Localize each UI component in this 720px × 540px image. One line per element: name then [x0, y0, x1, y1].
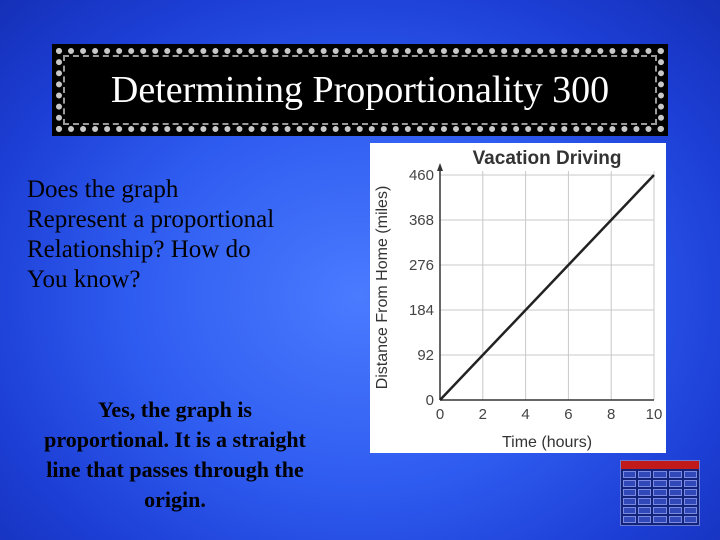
question-line: Does the graph [27, 176, 179, 203]
answer-text [0, 395, 350, 515]
vacation-driving-chart [370, 143, 666, 453]
board-cell [684, 489, 697, 496]
board-cell [684, 471, 697, 478]
y-tick-label: 460 [408, 167, 434, 184]
board-cell [684, 507, 697, 514]
board-cell [684, 480, 697, 487]
x-tick-label: 6 [564, 406, 573, 423]
board-cell [638, 471, 651, 478]
question-line: Relationship? How do [27, 236, 251, 263]
answer-line: origin. [144, 487, 206, 512]
x-tick-label: 2 [478, 406, 487, 423]
board-cell [653, 498, 666, 505]
y-tick-label: 368 [408, 212, 434, 229]
x-tick-label: 10 [645, 406, 663, 423]
chart-title: Vacation Driving [472, 148, 622, 169]
slide-title-box [52, 44, 668, 136]
board-cell [623, 516, 636, 523]
board-cell [653, 516, 666, 523]
y-axis-arrow [437, 163, 443, 171]
answer-line: line that passes through the [46, 457, 304, 482]
slide-title-frame [63, 55, 657, 125]
board-cell [669, 498, 682, 505]
board-cell [669, 507, 682, 514]
board-cell [669, 480, 682, 487]
jeopardy-board-thumbnail-icon[interactable] [620, 460, 700, 526]
board-cell [684, 516, 697, 523]
slide-title: Determining Proportionality 300 [110, 69, 610, 111]
board-cell [623, 498, 636, 505]
board-cell [638, 480, 651, 487]
board-cell [638, 498, 651, 505]
board-cell [669, 516, 682, 523]
board-cell [653, 489, 666, 496]
chart-panel [370, 143, 666, 453]
board-header-bar [621, 461, 699, 469]
x-tick-label: 8 [607, 406, 616, 423]
x-axis-label: Time (hours) [501, 434, 593, 451]
board-cell [638, 507, 651, 514]
y-tick-label: 276 [408, 257, 434, 274]
board-cell [653, 507, 666, 514]
board-cell [684, 498, 697, 505]
board-cell [669, 489, 682, 496]
y-tick-label: 92 [417, 347, 434, 364]
board-cell [623, 480, 636, 487]
x-tick-label: 4 [521, 406, 530, 423]
board-cell [623, 489, 636, 496]
board-cell [669, 471, 682, 478]
answer-line: Yes, the graph is [97, 397, 252, 422]
x-tick-label: 0 [435, 406, 445, 423]
board-cell [623, 507, 636, 514]
board-cell [623, 471, 636, 478]
question-line: You know? [27, 266, 141, 293]
question-text [27, 175, 367, 295]
series-line [440, 175, 654, 400]
answer-line: proportional. It is a straight [44, 427, 306, 452]
question-line: Represent a proportional [27, 206, 275, 233]
board-cell [638, 516, 651, 523]
board-cell [653, 471, 666, 478]
y-tick-label: 184 [408, 302, 434, 319]
y-tick-label: 0 [425, 392, 434, 409]
board-cell [638, 489, 651, 496]
board-cell [653, 480, 666, 487]
y-axis-label: Distance From Home (miles) [374, 185, 391, 390]
board-cells [623, 471, 697, 523]
